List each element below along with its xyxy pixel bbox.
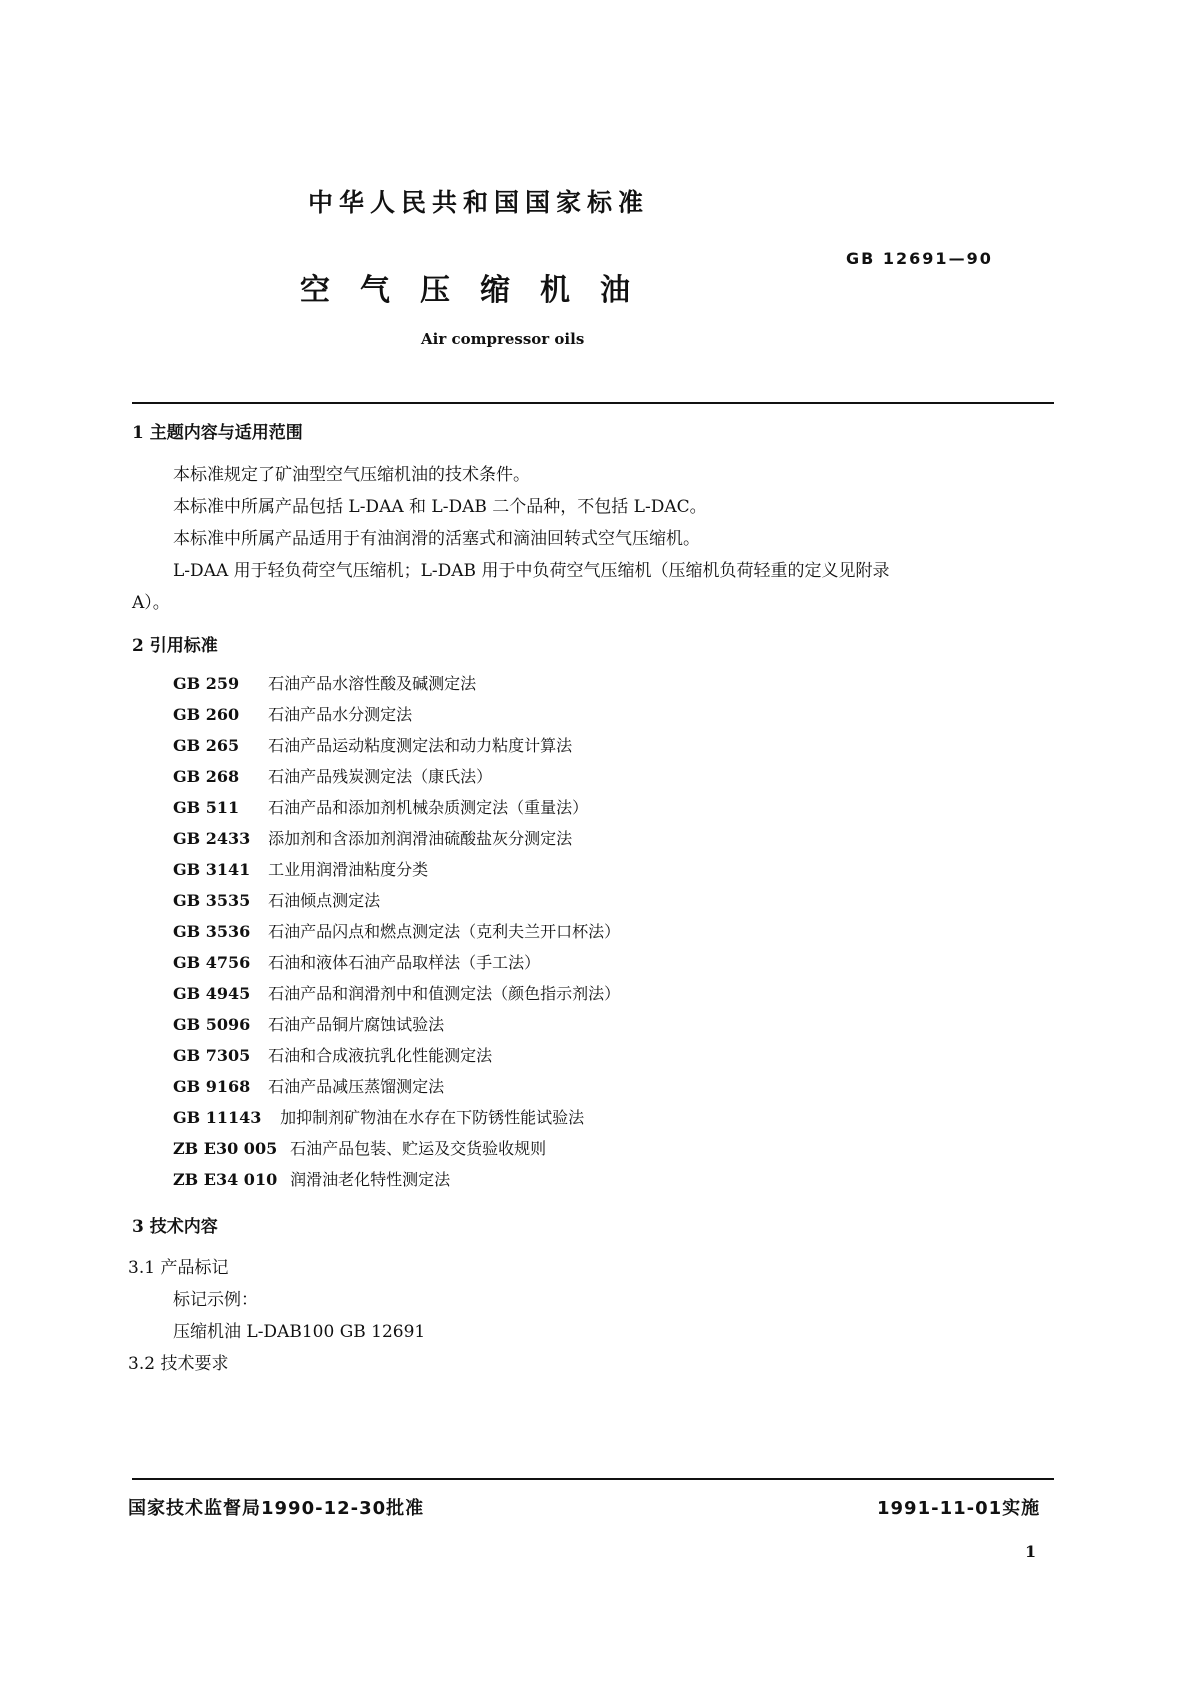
section-1-paragraph: A）。 [132, 593, 170, 613]
reference-title: 石油产品铜片腐蚀试验法 [268, 1015, 445, 1034]
reference-title: 石油产品和添加剂机械杂质测定法（重量法） [268, 798, 589, 817]
reference-title: 加抑制剂矿物油在水存在下防锈性能试验法 [280, 1108, 585, 1127]
reference-title: 石油产品减压蒸馏测定法 [268, 1077, 445, 1096]
reference-code: GB 3141 [173, 860, 251, 879]
section-1-paragraph: 本标准规定了矿油型空气压缩机油的技术条件。 [173, 465, 530, 485]
reference-code: GB 11143 [173, 1108, 262, 1127]
reference-code: GB 5096 [173, 1015, 251, 1034]
subsection-3-2-heading: 3.2 技术要求 [128, 1354, 229, 1374]
reference-item [173, 795, 588, 818]
reference-title: 石油产品运动粘度测定法和动力粘度计算法 [268, 736, 573, 755]
footer-divider [132, 1478, 1054, 1480]
marking-example-label: 标记示例： [173, 1290, 258, 1310]
section-1-paragraph: 本标准中所属产品适用于有油润滑的活塞式和滴油回转式空气压缩机。 [173, 529, 700, 549]
reference-code: GB 259 [173, 674, 240, 693]
reference-code: GB 9168 [173, 1077, 251, 1096]
reference-item [173, 919, 620, 942]
reference-item [173, 733, 572, 756]
section-1-paragraph: 本标准中所属产品包括 L-DAA 和 L-DAB 二个品种，不包括 L-DAC。 [173, 497, 707, 517]
reference-code: GB 2433 [173, 829, 251, 848]
reference-code: GB 4756 [173, 953, 251, 972]
reference-title: 石油倾点测定法 [268, 891, 381, 910]
document-title: 空气压缩机油 [300, 273, 660, 308]
reference-title: 润滑油老化特性测定法 [290, 1170, 451, 1189]
reference-code: GB 265 [173, 736, 240, 755]
reference-item [173, 981, 620, 1004]
approval-statement: 国家技术监督局1990-12-30批准 [128, 1498, 425, 1519]
reference-title: 石油产品包装、贮运及交货验收规则 [290, 1139, 547, 1158]
reference-title: 石油产品残炭测定法（康氏法） [268, 767, 493, 786]
reference-title: 石油产品水溶性酸及碱测定法 [268, 674, 477, 693]
reference-code: ZB E34 010 [173, 1170, 278, 1189]
reference-item [173, 1136, 546, 1159]
reference-title: 石油和合成液抗乳化性能测定法 [268, 1046, 493, 1065]
reference-code: GB 260 [173, 705, 240, 724]
reference-title: 石油产品闪点和燃点测定法（克利夫兰开口杯法） [268, 922, 621, 941]
reference-item [173, 950, 540, 973]
reference-item [173, 702, 412, 725]
document-title-english: Air compressor oils [421, 330, 585, 348]
reference-code: GB 4945 [173, 984, 251, 1003]
reference-title: 添加剂和含添加剂润滑油硫酸盐灰分测定法 [268, 829, 573, 848]
reference-item [173, 1167, 450, 1190]
reference-item [173, 1043, 492, 1066]
reference-code: ZB E30 005 [173, 1139, 278, 1158]
reference-title: 石油产品和润滑剂中和值测定法（颜色指示剂法） [268, 984, 621, 1003]
reference-title: 石油和液体石油产品取样法（手工法） [268, 953, 541, 972]
reference-item [173, 671, 476, 694]
reference-item [173, 764, 492, 787]
reference-title: 石油产品水分测定法 [268, 705, 413, 724]
reference-item [173, 1105, 584, 1128]
reference-code: GB 3535 [173, 891, 251, 910]
reference-code: GB 3536 [173, 922, 251, 941]
reference-code: GB 268 [173, 767, 240, 786]
section-2-heading: 2 引用标准 [132, 636, 218, 656]
reference-item [173, 1074, 444, 1097]
issuing-body: 中华人民共和国国家标准 [308, 188, 650, 217]
header-divider [132, 402, 1054, 404]
reference-title: 工业用润滑油粘度分类 [268, 860, 429, 879]
section-1-paragraph: L-DAA 用于轻负荷空气压缩机；L-DAB 用于中负荷空气压缩机（压缩机负荷轻重的定义见附录 [173, 561, 890, 581]
reference-item [173, 888, 380, 911]
standard-code: GB 12691—90 [846, 249, 993, 268]
reference-item [173, 1012, 444, 1035]
reference-code: GB 7305 [173, 1046, 251, 1065]
reference-code: GB 511 [173, 798, 240, 817]
effective-date: 1991-11-01实施 [877, 1498, 1041, 1519]
marking-example: 压缩机油 L-DAB100 GB 12691 [173, 1322, 426, 1342]
subsection-3-1-heading: 3.1 产品标记 [128, 1258, 229, 1278]
section-1-heading: 1 主题内容与适用范围 [132, 423, 303, 443]
section-3-heading: 3 技术内容 [132, 1217, 218, 1237]
reference-item [173, 826, 572, 849]
reference-item [173, 857, 428, 880]
page-number: 1 [1025, 1542, 1037, 1561]
